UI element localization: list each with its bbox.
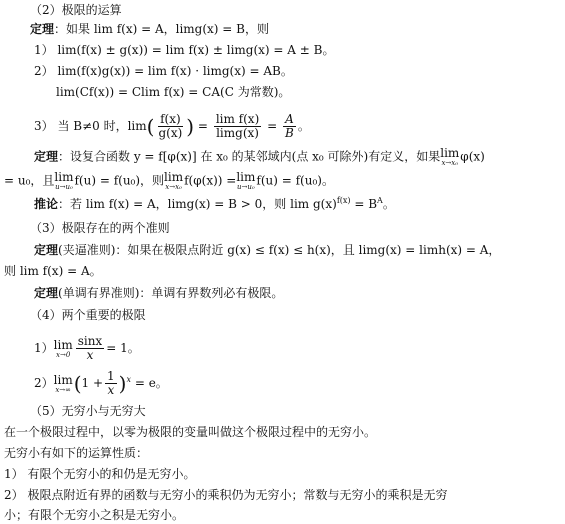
section-3-heading: （3）极限存在的两个准则 [30, 221, 170, 235]
rule-quotient: 3） 当 B≠0 时，lim( $\frac{f(x)}{g(x)}$ ) = $\frac{\text{lim f(x)}}{\lim g(x)}$ = $\frac{A}{B}$ 。 [34, 112, 310, 140]
rule-sum: 1） lim(f(x) ± g(x)) = lim f(x) ± limg(x) = A ± B。 [34, 43, 335, 57]
monotone-theorem: 定理(单调有界准则)：单调有界数列必有极限。 [34, 286, 284, 300]
limit-operator: lim x→x₀ [164, 170, 184, 191]
composite-theorem-label: 定理 [34, 149, 59, 164]
limit-operator: lim x→x₀ [440, 146, 460, 167]
infinitesimal-definition: 在一个极限过程中，以零为极限的变量叫做这个极限过程中的无穷小。 [4, 425, 377, 439]
infinitesimal-property-2-line-2: 小；有限个无穷小之积是无穷小。 [4, 508, 185, 522]
limit-e: 2） lim x→∞ (1 + $\frac{1}{x}$ )$^x$ = e。 [34, 369, 168, 397]
infinitesimal-property-2-line-1: 2） 极限点附近有界的函数与无穷小的乘积仍为无穷小；常数与无穷小的乘积是无穷 [4, 488, 448, 502]
one-over-x-fraction: $\frac{1}{x}$ [107, 369, 115, 397]
section-4-heading: （4）两个重要的极限 [30, 308, 146, 322]
quotient-fraction-3: $\frac{A}{B}$ [284, 112, 294, 140]
quotient-prefix: 3） 当 B≠0 时，lim [34, 119, 147, 133]
limit-operator: lim x→0 [53, 337, 73, 359]
squeeze-theorem-label: 定理 [34, 243, 59, 257]
sinx-over-x-fraction: $\frac{\sin x}{x}$ [77, 334, 103, 362]
section-2-heading: （2）极限的运算 [30, 3, 122, 17]
corollary: 推论：若 lim f(x) = A，limg(x) = B > 0，则 $\lim g(x)^{f(x)} = B^A$。 [34, 196, 395, 211]
limit-operator: lim u→u₀ [236, 170, 256, 191]
infinitesimal-property-1: 1） 有限个无穷小的和仍是无穷小。 [4, 467, 196, 481]
quotient-fraction-1: $\frac{f(x)}{g(x)}$ [158, 112, 183, 140]
corollary-label: 推论 [34, 197, 59, 211]
theorem-text: ：如果 lim f(x) = A，limg(x) = B，则 [54, 22, 269, 36]
composite-theorem-line-2: = u₀，且 lim u→u₀ f(u) = f(u₀)，则 lim x→x₀ f(φ(x)) = lim u→u₀ f(u) = f(u₀)。 [4, 170, 334, 191]
quotient-fraction-2: $\frac{\text{lim f(x)}}{\lim g(x)}$ [215, 112, 260, 140]
limit-sinx-over-x: 1） lim x→0 $\frac{\sin x}{x}$ = 1。 [34, 334, 140, 362]
infinitesimal-properties-intro: 无穷小有如下的运算性质： [4, 446, 149, 460]
squeeze-theorem: 定理(夹逼准则)：如果在极限点附近 g(x) ≤ f(x) ≤ h(x)，且 limg(x) = limh(x) = A， [34, 243, 501, 257]
rule-constant-multiple: lim(Cf(x)) = Clim f(x) = CA(C 为常数)。 [56, 85, 291, 99]
theorem-limit-operations [30, 21, 269, 37]
section-5-heading: （5）无穷小与无穷大 [30, 404, 146, 418]
limit-operator: lim u→u₀ [54, 170, 74, 191]
rule-product: 2） lim(f(x)g(x)) = lim f(x) · limg(x) = AB。 [34, 64, 293, 78]
composite-theorem-line-1: 定理：设复合函数 y = f[φ(x)] 在 x₀ 的某邻域内(点 x₀ 可除外)有定义，如果 lim x→x₀ φ(x) [34, 146, 485, 167]
monotone-theorem-label: 定理 [34, 286, 59, 300]
limit-operator: lim x→∞ [53, 372, 73, 394]
squeeze-theorem-conclusion: 则 lim f(x) = A。 [4, 264, 102, 278]
theorem-label: 定理 [30, 22, 55, 36]
